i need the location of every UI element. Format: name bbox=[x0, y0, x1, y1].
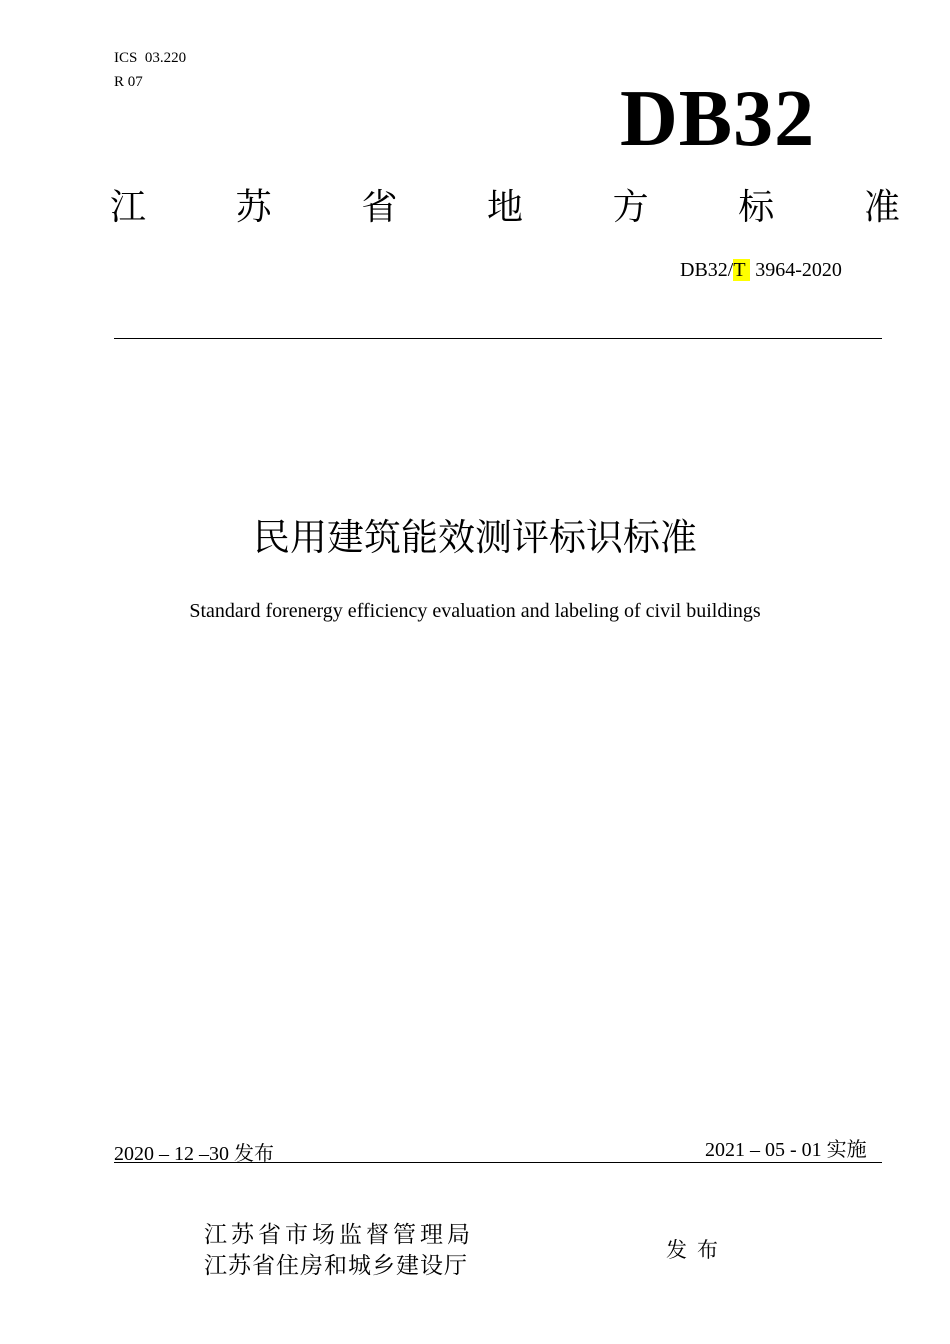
implementation-date: 2021 – 05 - 01 实施 bbox=[705, 1139, 867, 1161]
standard-category bbox=[110, 186, 900, 230]
category-char: 地 bbox=[486, 187, 523, 228]
ccs-code: R 07 bbox=[114, 74, 143, 90]
category-char: 标 bbox=[738, 187, 775, 228]
header-divider bbox=[114, 338, 882, 339]
ics-code: ICS 03.220 bbox=[114, 50, 187, 66]
category-char: 方 bbox=[612, 187, 649, 228]
standard-number-prefix: DB32/ bbox=[680, 259, 734, 281]
issue-label: 发布 bbox=[666, 1238, 728, 1262]
document-title-english: Standard forenergy efficiency evaluation and labeling of civil buildings bbox=[189, 600, 761, 622]
category-char: 苏 bbox=[235, 187, 272, 228]
standard-number-suffix: 3964-2020 bbox=[750, 259, 842, 281]
standard-number bbox=[680, 258, 842, 282]
date-divider bbox=[114, 1162, 882, 1163]
issue-date: 2020 – 12 –30 发布 bbox=[114, 1143, 274, 1165]
document-title-chinese: 民用建筑能效测评标识标准 bbox=[253, 516, 697, 559]
standard-number-highlight: T bbox=[733, 259, 751, 281]
issuer-housing-construction: 江苏省住房和城乡建设厅 bbox=[204, 1253, 468, 1279]
issuer-market-regulation: 江苏省市场监督管理局 bbox=[204, 1222, 474, 1248]
standard-code-large: DB32 bbox=[620, 75, 816, 163]
category-char: 省 bbox=[361, 187, 398, 228]
category-char: 准 bbox=[863, 187, 900, 228]
category-char: 江 bbox=[110, 187, 147, 228]
